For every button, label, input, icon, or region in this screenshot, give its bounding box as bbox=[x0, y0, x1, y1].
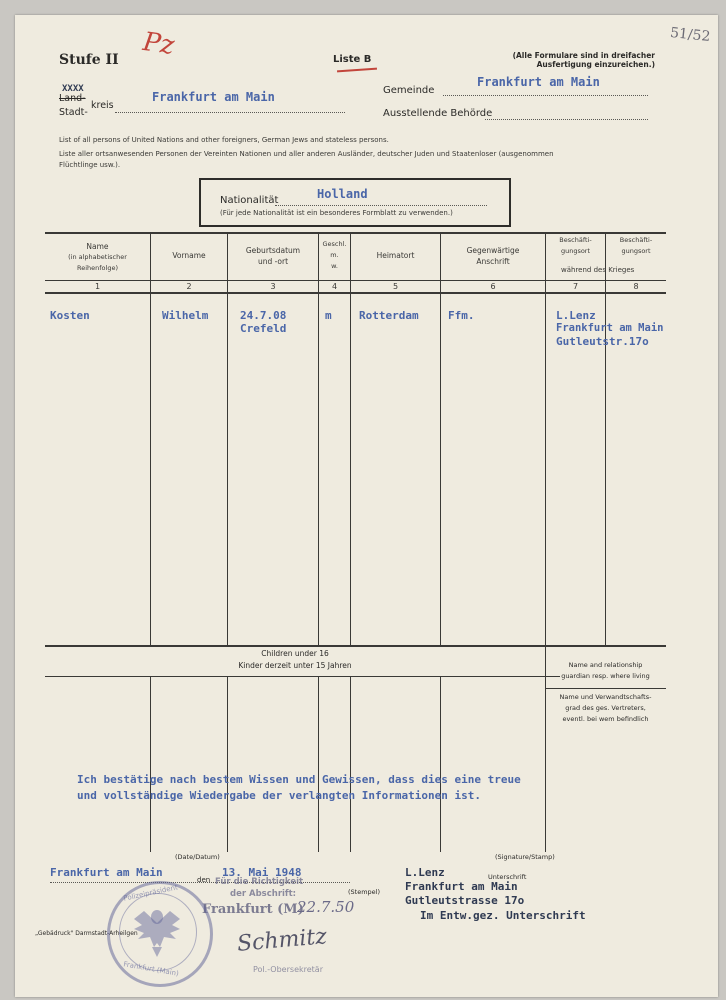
children-english: Children under 16 bbox=[261, 649, 329, 658]
kreis-line bbox=[115, 112, 345, 113]
signer-name: L.Lenz bbox=[405, 866, 445, 879]
cell-anschrift: Ffm. bbox=[448, 309, 475, 322]
intro-german-1: Liste aller ortsanwesenden Personen der Vereinten Nationen und aller anderen Ausländer, deutscher Juden und Staatenloser (ausgenommen bbox=[59, 150, 554, 158]
number-rule bbox=[45, 292, 666, 294]
certification-line-2: und vollständige Wiedergabe der verlangten Informationen ist. bbox=[77, 789, 481, 802]
nationality-label: Nationalität bbox=[220, 195, 279, 206]
gemeinde-line bbox=[443, 95, 648, 96]
liste-label: Liste B bbox=[333, 54, 372, 65]
signature-caption: (Signature/Stamp) bbox=[495, 853, 555, 861]
child-divider-5 bbox=[440, 677, 441, 852]
gemeinde-label: Gemeinde bbox=[383, 85, 435, 96]
children-bottom-rule bbox=[45, 676, 560, 677]
signer-city: Frankfurt am Main bbox=[405, 880, 518, 893]
submission-instruction: (Alle Formulare sind in dreifacher Ausfertigung einzureichen.) bbox=[512, 51, 655, 69]
col-header-7-l1: Beschäfti- bbox=[559, 236, 592, 244]
cell-geschlecht: m bbox=[325, 309, 332, 322]
nationality-note: (Für jede Nationalität ist ein besonderes Formblatt zu verwenden.) bbox=[220, 209, 453, 217]
guardian-de-3: eventl. bei wem befindlich bbox=[562, 715, 649, 723]
child-divider-3 bbox=[318, 677, 319, 852]
form-sheet bbox=[15, 15, 718, 997]
stamp-text-1: Für die Richtigkeit bbox=[215, 877, 304, 887]
col-header-anschrift-l2: Anschrift bbox=[476, 257, 510, 266]
col-header-beschaeftigung-7 bbox=[546, 235, 605, 257]
signer-street: Gutleutstrasse 17o bbox=[405, 894, 525, 907]
child-divider-2 bbox=[227, 677, 228, 852]
gemeinde-value: Frankfurt am Main bbox=[477, 75, 600, 89]
cell-name: Kosten bbox=[50, 309, 90, 322]
col-num-2: 2 bbox=[186, 282, 192, 291]
children-top-rule bbox=[45, 645, 666, 647]
col-header-anschrift bbox=[441, 245, 545, 267]
stamp-date: 22.7.50 bbox=[297, 898, 355, 916]
col-header-vorname: Vorname bbox=[172, 251, 206, 260]
stamp-text-3: Frankfurt (M) bbox=[202, 902, 304, 917]
nationality-value: Holland bbox=[317, 187, 368, 201]
col-divider-7 bbox=[605, 233, 606, 645]
guardian-de-2: grad des ges. Vertreters, bbox=[565, 704, 646, 712]
col-header-name-l2: (in alphabetischer bbox=[68, 253, 127, 261]
col-header-geschl-l1: Geschl. bbox=[322, 240, 347, 248]
col-header-geburt bbox=[228, 245, 318, 267]
col-header-geschl-l3: w. bbox=[331, 262, 338, 270]
col-num-8: 8 bbox=[633, 282, 639, 291]
footer-date: 13. Mai 1948 bbox=[222, 866, 302, 879]
col-header-8-l2: gungsort bbox=[621, 247, 651, 255]
col-header-geschl bbox=[319, 239, 350, 272]
land-label: Land- bbox=[59, 93, 86, 104]
guardian-en-2: guardian resp. where living bbox=[561, 672, 650, 680]
col-header-geschl-l2: m. bbox=[330, 251, 339, 259]
kreis-value: Frankfurt am Main bbox=[152, 90, 275, 104]
children-german: Kinder derzeit unter 15 Jahren bbox=[238, 661, 352, 670]
col-divider-1 bbox=[150, 233, 151, 645]
behoerde-label: Ausstellende Behörde bbox=[383, 108, 493, 119]
col-divider-6 bbox=[545, 233, 546, 645]
cell-geburtsort: Crefeld bbox=[240, 322, 287, 335]
table-top-rule bbox=[45, 232, 666, 234]
corner-number: 51/52 bbox=[669, 24, 712, 46]
signer-note: Im Entw.gez. Unterschrift bbox=[420, 909, 586, 922]
guardian-en-1: Name and relationship bbox=[568, 661, 643, 669]
col-header-geburt-l1: Geburtsdatum bbox=[245, 246, 301, 255]
stempel-label: (Stempel) bbox=[348, 888, 381, 896]
stamp-text-2: der Abschrift: bbox=[230, 889, 297, 899]
nationality-line bbox=[275, 205, 487, 206]
red-underline bbox=[337, 68, 377, 73]
kreis-label: kreis bbox=[91, 100, 114, 111]
intro-english: List of all persons of United Nations and other foreigners, German Jews and stateless persons. bbox=[59, 136, 389, 144]
col-header-name bbox=[45, 241, 150, 274]
cell-beschaeftigung-1: L.Lenz bbox=[556, 309, 596, 322]
pencil-mark: Pz bbox=[141, 26, 177, 62]
child-divider-1 bbox=[150, 677, 151, 852]
col-divider-5 bbox=[440, 233, 441, 645]
stamp-official: Pol.-Obersekretär bbox=[253, 965, 323, 974]
cell-geburtsdatum: 24.7.08 bbox=[240, 309, 287, 322]
col-header-name-l1: Name bbox=[86, 242, 109, 251]
col-header-name-l3: Reihenfolge) bbox=[77, 264, 118, 272]
footer-place: Frankfurt am Main bbox=[50, 866, 163, 879]
certification-line-1: Ich bestätige nach bestem Wissen und Gewissen, dass dies eine treue bbox=[77, 773, 521, 786]
guardian-de-1: Name und Verwandtschafts- bbox=[559, 693, 652, 701]
seal-text-top: Polizeipräsident bbox=[122, 883, 179, 903]
cell-beschaeftigung-3: Gutleutstr.17o bbox=[556, 335, 649, 348]
col-header-heimatort: Heimatort bbox=[376, 251, 415, 260]
col-header-geburt-l2: und -ort bbox=[257, 257, 289, 266]
behoerde-line bbox=[485, 119, 648, 120]
col-header-8-l1: Beschäfti- bbox=[619, 236, 653, 244]
typed-xxxx: XXXX bbox=[62, 84, 84, 94]
stufe-label: Stufe II bbox=[59, 52, 119, 68]
seal-text-bottom: Frankfurt (Main) bbox=[122, 960, 180, 978]
signature-scrawl: Schmitz bbox=[236, 924, 328, 957]
col-num-1: 1 bbox=[94, 282, 101, 291]
cell-heimatort: Rotterdam bbox=[359, 309, 419, 322]
during-war-label: während des Krieges bbox=[561, 266, 635, 274]
col-num-7: 7 bbox=[572, 282, 579, 291]
col-num-4: 4 bbox=[331, 282, 338, 291]
col-header-beschaeftigung-8 bbox=[606, 235, 666, 257]
col-num-5: 5 bbox=[392, 282, 399, 291]
col-divider-2 bbox=[227, 233, 228, 645]
guardian-rule bbox=[545, 688, 666, 689]
col-num-3: 3 bbox=[270, 282, 276, 291]
col-num-6: 6 bbox=[490, 282, 496, 291]
eagle-icon bbox=[130, 903, 184, 959]
header-rule bbox=[45, 280, 666, 281]
unterschrift-label: Unterschrift bbox=[488, 873, 527, 881]
cell-vorname: Wilhelm bbox=[162, 309, 209, 322]
date-caption: (Date/Datum) bbox=[175, 853, 220, 861]
printer-line: „Gebädruck" Darmstadt-Arheilgen bbox=[35, 930, 138, 937]
child-divider-4 bbox=[350, 677, 351, 852]
col-divider-3 bbox=[318, 233, 319, 645]
cell-beschaeftigung-2: Frankfurt am Main bbox=[556, 322, 664, 334]
col-divider-4 bbox=[350, 233, 351, 645]
footer-den: den bbox=[197, 876, 211, 884]
col-header-anschrift-l1: Gegenwärtige bbox=[466, 246, 520, 255]
col-header-7-l2: gungsort bbox=[560, 247, 591, 255]
date-line bbox=[50, 882, 350, 883]
stadt-label: Stadt- bbox=[59, 107, 88, 118]
intro-german-2: Flüchtlinge usw.). bbox=[59, 161, 121, 169]
